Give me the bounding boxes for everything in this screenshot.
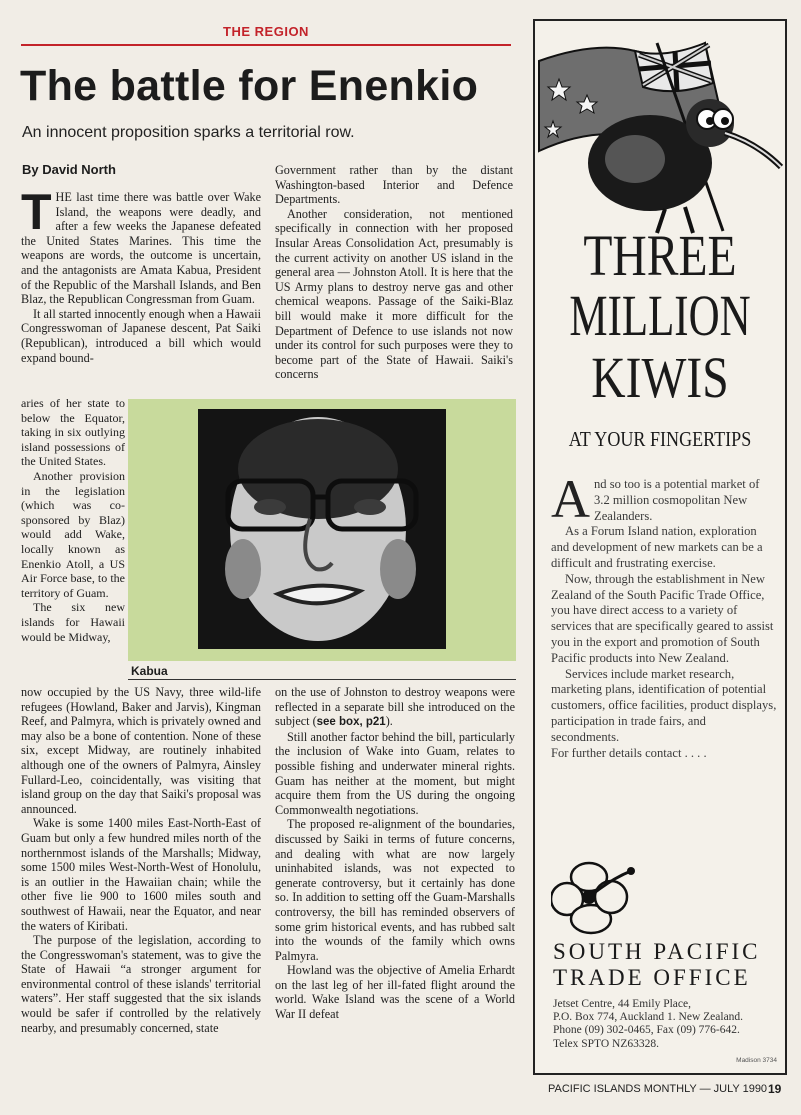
photo-caption: Kabua	[131, 664, 168, 678]
article-paragraph: Howland was the objective of Amelia Erhardt on the last leg of her ill-fated flight around the world. Wake Island was the scene of a World War II defeat	[275, 963, 515, 1022]
advertisement	[533, 19, 787, 1075]
article-paragraph: THE last time there was battle over Wake Island, the weapons were deadly, and after a few weeks the Japanese defeated the United States Marines. This time the weapons are words, the outcome is uncertain, and the antagonists are Amata Kabua, President of the Republic of the Marshall Islands, and Ben Blaz, the Republican Congressman from Guam.	[21, 184, 261, 307]
ad-tagline: AT YOUR FINGERTIPS	[568, 427, 752, 451]
portrait-image	[198, 409, 446, 649]
section-rule	[21, 44, 511, 46]
org-name-line-1: SOUTH PACIFIC	[553, 939, 761, 964]
article-column-2-top	[275, 163, 513, 382]
ad-headline-million: MILLION	[569, 283, 751, 348]
cross-reference: see box, p21	[316, 716, 386, 729]
caption-rule	[128, 679, 516, 680]
article-paragraph: now occupied by the US Navy, three wild-life refugees (Howland, Baker and Jarvis), Kingman Reef, and Palmyra, which is privately owned and may also be a bone of contention. None of these six, except Midway, are routinely inhabited although one of the owners of Palmyra, Ainsley Fullard-Leo, coincidentally, was visiting that island group on the day that Saiki's proposal was announced.	[21, 685, 261, 816]
article-paragraph: Another provision in the legislation (which was co-sponsored by Blaz) would add Wake, locally known as Enenkio Atoll, a US Air Force base, to the territory of Guam.	[21, 468, 125, 600]
article-paragraph: on the use of Johnston to destroy weapons were reflected in a separate bill she introduced on the subject (see box, p21).	[275, 685, 515, 729]
ad-drop-cap: A	[551, 469, 590, 529]
ad-paragraph: As a Forum Island nation, exploration and development of new markets can be a difficult and frustrating exercise.	[551, 524, 763, 570]
article-paragraph: It all started innocently enough when a Hawaii Congresswoman of Japanese descent, Pat Saiki (Republican), introduced a bill which would expand bound-	[21, 306, 261, 365]
ad-paragraph: And so too is a potential market of 3.2 million cosmopolitan New Zealanders.	[551, 469, 760, 529]
address-line: Phone (09) 302-0465, Fax (09) 776-642.	[553, 1024, 740, 1037]
org-name-line-2: TRADE OFFICE	[553, 965, 751, 990]
article-paragraph: Still another factor behind the bill, particularly the inclusion of Wake into Guam, relates to possible fishing and underwater mineral rights. Guam has neither at the moment, but might acquire them from the US during the ongoing Commonwealth negotiations.	[275, 729, 515, 817]
address-line: Jetset Centre, 44 Emily Place,	[553, 998, 691, 1010]
article-paragraph: Government rather than by the distant Washington-based Interior and Defence Departments.	[275, 163, 513, 207]
byline: By David North	[22, 162, 116, 177]
subheadline: An innocent proposition sparks a territorial row.	[22, 124, 355, 141]
address-line: Telex SPTO NZ63328.	[553, 1037, 659, 1050]
article-column-1-bottom	[21, 685, 261, 1035]
article-column-2-bottom	[275, 685, 515, 1022]
address-line: P.O. Box 774, Auckland 1. New Zealand.	[553, 1011, 744, 1024]
article-column-narrow	[21, 396, 125, 644]
ad-paragraph: Now, through the establishment in New Zealand of the South Pacific Trade Office, you have direct access to a variety of services that are specifically geared to assist you in the export and promotion of South Pacific products into New Zealand.	[551, 571, 774, 665]
ad-body-copy	[551, 469, 777, 761]
ad-paragraph: For further details contact . . . .	[551, 745, 707, 760]
article-paragraph: Wake is some 1400 miles East-North-East of Guam but only a few hundred miles north of the northernmost islands of the Marshalls; Midway, some 1500 miles West-North-West of Honolulu, is an outlier in the Hawaiian chain; while the other five lie 900 to 1600 miles south and southwest of Hawaii, near the Equator, and near the waters of Kiribati.	[21, 816, 261, 933]
article-paragraph: The purpose of the legislation, according to the Congresswoman's statement, was to give the State of Hawaii “a stronger argument for environmental control of these islands' territorial waters”. Her staff suggested that the six islands would be safer if controlled by the relatively nearby, and presumably concerned, state	[21, 933, 261, 1035]
kabua-portrait-photo	[198, 409, 446, 649]
headline: The battle for Enenkio	[20, 62, 479, 110]
drop-cap: T	[21, 184, 52, 240]
article-paragraph: The proposed re-alignment of the boundaries, discussed by Saiki in terms of future concerns, and dealing with what are now largely uninhabited islands, was not expected to generate controversy, but it certainly has done so. In addition to setting off the Guam-Marshalls controversy, the bill has reminded observers of some grim historical events, and has rubbed salt into the wounds of the family which owns Palmyra.	[275, 817, 515, 963]
page-footer: PACIFIC ISLANDS MONTHLY — JULY 1990	[548, 1083, 768, 1095]
section-label: THE REGION	[223, 24, 309, 39]
article-paragraph: aries of her state to below the Equator, taking in six outlying island possessions of the United States.	[21, 396, 125, 469]
ad-contact-address	[553, 998, 779, 1051]
article-paragraph: Another consideration, not mentioned specifically in connection with her proposed Insular Areas Consolidation Act, presumably is the current activity on another US island in the general area — Johnston Atoll. It is here that the US Army plans to destroy nerve gas and other chemical weapons. Passage of the Saiki-Blaz bill would make it more difficult for the Department of Defence to use islands not now under its control for such purposes were they to become part of the State of Hawaii. Saiki's concerns	[275, 206, 513, 382]
hibiscus-icon	[551, 859, 637, 937]
agency-credit: Madison 3734	[736, 1057, 777, 1064]
ad-headline-three: THREE	[583, 223, 737, 288]
page-number: 19	[768, 1082, 782, 1096]
ad-paragraph: Services include market research, marketing plans, identification of potential customers, office facilities, product displays, participation in trade fairs, and secondments.	[551, 666, 777, 744]
article-column-1-top	[21, 184, 261, 365]
article-paragraph: The six new islands for Hawaii would be Midway,	[21, 600, 125, 644]
ad-headline-kiwis: KIWIS	[591, 345, 729, 410]
kiwi-flag-illustration	[535, 21, 785, 236]
